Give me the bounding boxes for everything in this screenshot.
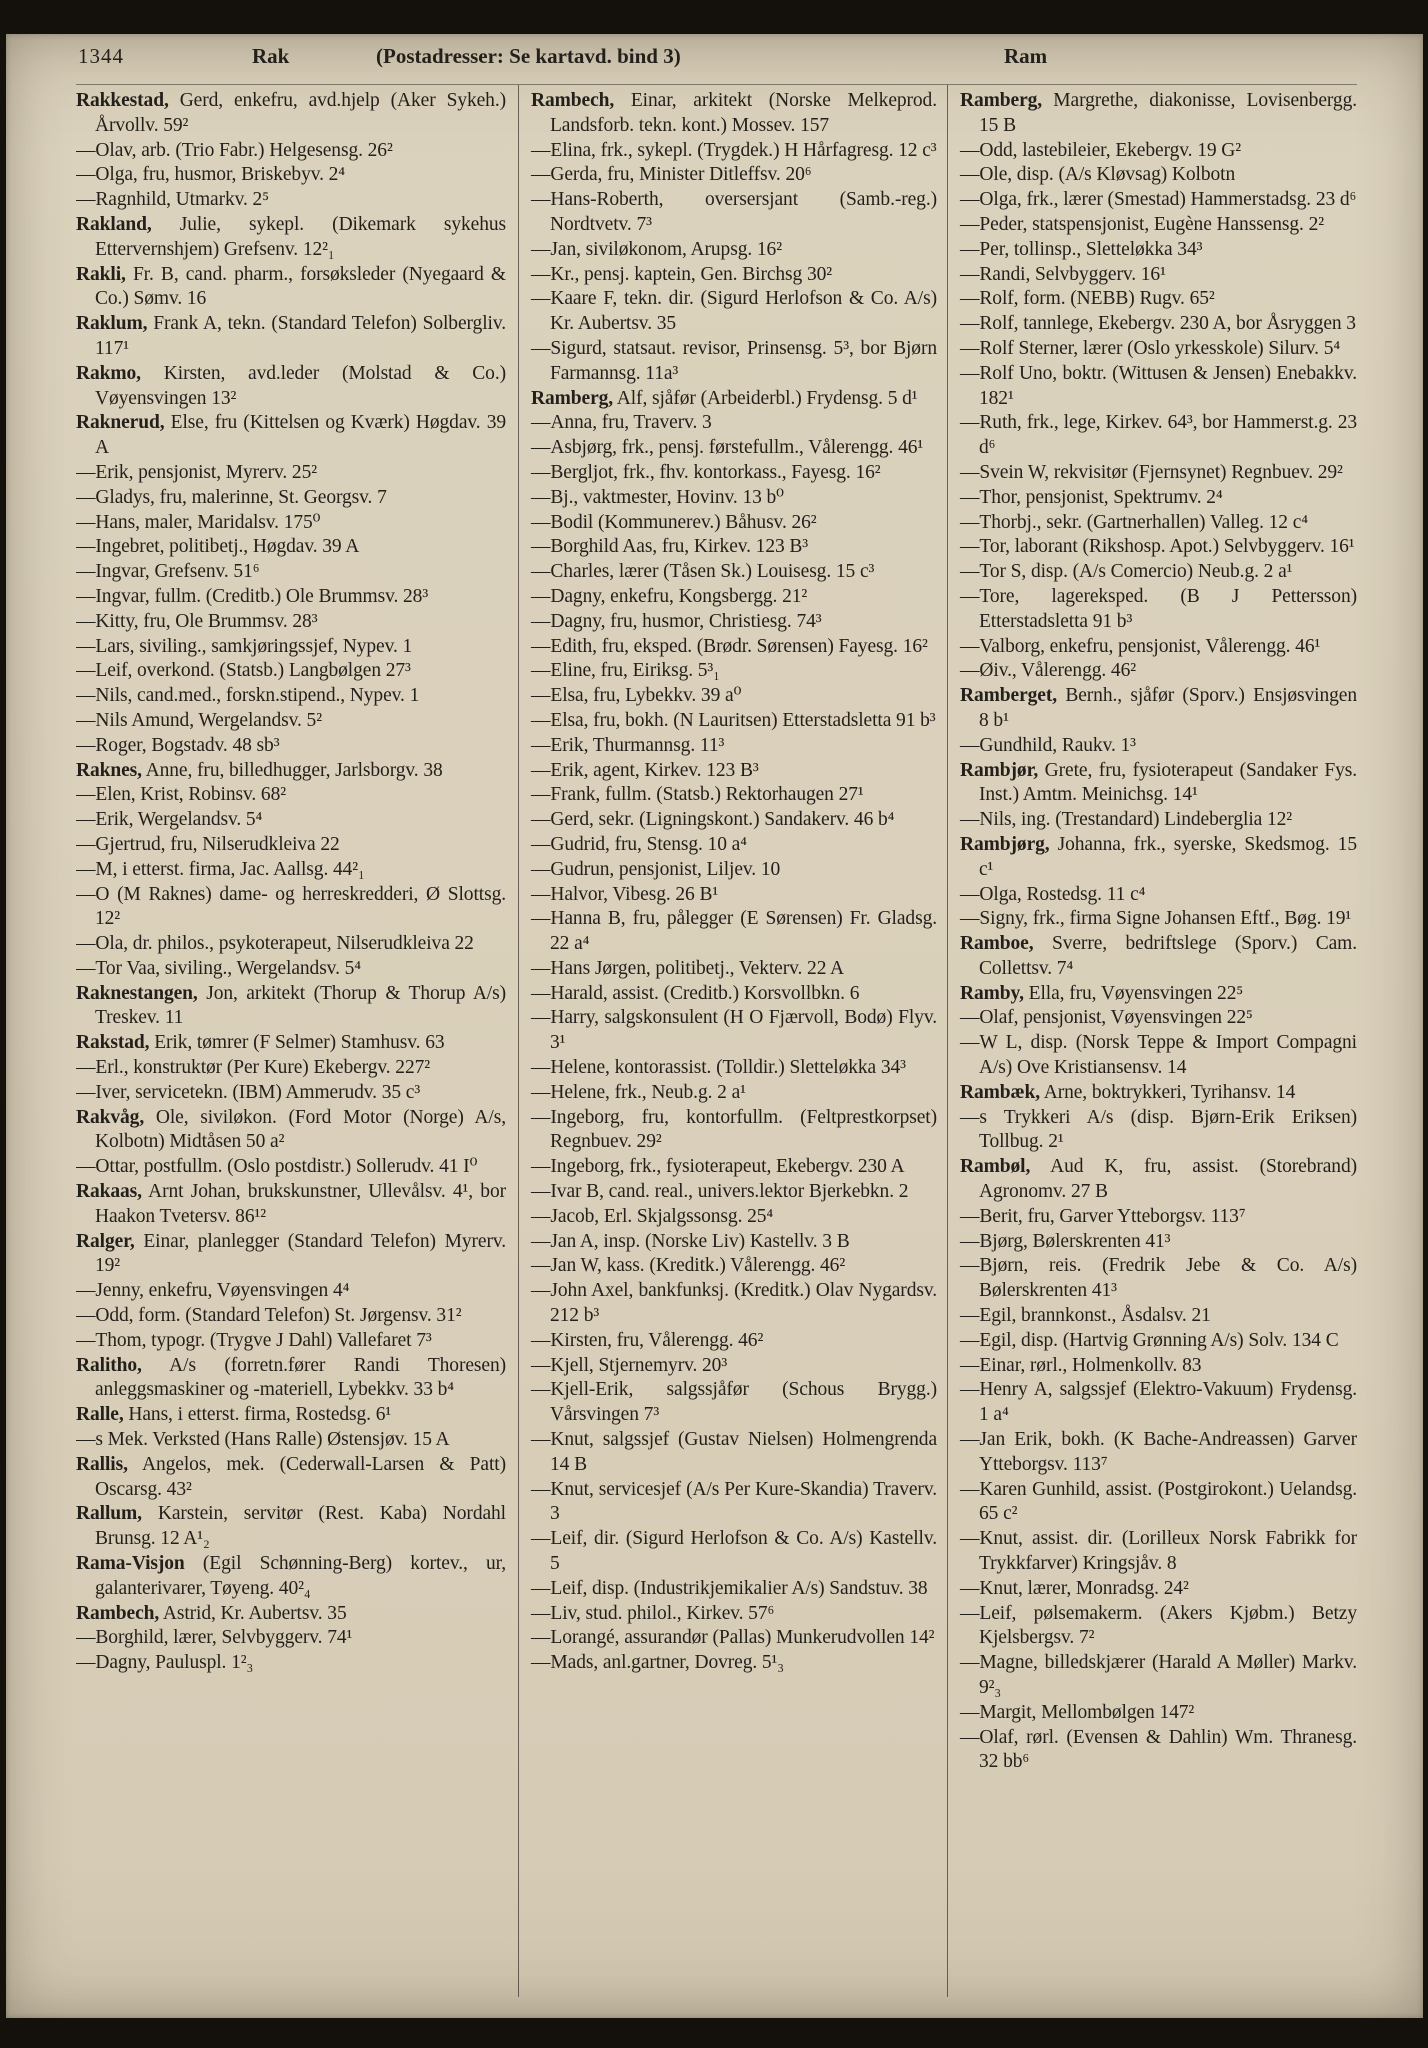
- directory-entry: Rakmo, Kirsten, avd.leder (Molstad & Co.) Vøyensvingen 13²: [76, 362, 506, 409]
- directory-entry: —Rolf, tannlege, Ekebergv. 230 A, bor Åsryggen 3: [960, 313, 1356, 335]
- directory-entry: —O (M Raknes) dame- og herreskredderi, Ø Slottsg. 12²: [76, 883, 506, 930]
- directory-entry: Rambæk, Arne, boktrykkeri, Tyrihansv. 14: [960, 1081, 1296, 1103]
- directory-entry: —Øiv., Vålerengg. 46²: [960, 660, 1136, 682]
- directory-entry: —Olaf, rørl. (Evensen & Dahlin) Wm. Thranesg. 32 bb⁶: [960, 1726, 1357, 1773]
- directory-entry: —Asbjørg, frk., pensj. førstefullm., Vålerengg. 46¹: [531, 437, 924, 459]
- directory-entry: —Olav, arb. (Trio Fabr.) Helgesensg. 26²: [76, 139, 393, 161]
- directory-entry: —Lorangé, assurandør (Pallas) Munkerudvollen 14²: [531, 1627, 935, 1649]
- directory-entry: —Peder, statspensjonist, Eugène Hanssensg. 2²: [960, 213, 1324, 235]
- directory-entry: —Einar, rørl., Holmenkollv. 83: [960, 1354, 1202, 1376]
- directory-entry: Rambjør, Grete, fru, fysioterapeut (Sandaker Fys. Inst.) Amtm. Meinichsg. 14¹: [960, 759, 1357, 806]
- directory-entry: —Sigurd, statsaut. revisor, Prinsensg. 5³, bor Bjørn Farmannsg. 11a³: [531, 337, 937, 384]
- directory-entry: Rallis, Angelos, mek. (Cederwall-Larsen & Patt) Oscarsg. 43²: [76, 1453, 506, 1500]
- directory-entry: —Hans, maler, Maridalsv. 175⁰: [76, 511, 321, 533]
- directory-entry: —s Trykkeri A/s (disp. Bjørn-Erik Eriksen) Tollbug. 2¹: [960, 1106, 1357, 1153]
- directory-entry: —Berit, fru, Garver Ytteborgsv. 113⁷: [960, 1205, 1246, 1227]
- directory-column-1: [76, 85, 518, 1997]
- directory-entry: Rallum, Karstein, servitør (Rest. Kaba) Nordahl Brunsg. 12 A¹₂: [76, 1503, 506, 1550]
- directory-entry: —Roger, Bogstadv. 48 sb³: [76, 734, 280, 756]
- directory-entry: Raknestangen, Jon, arkitekt (Thorup & Thorup A/s) Treskev. 11: [76, 982, 506, 1029]
- directory-entry: —Liv, stud. philol., Kirkev. 57⁶: [531, 1602, 775, 1624]
- directory-entry: —Knut, lærer, Monradsg. 24²: [960, 1577, 1189, 1599]
- directory-entry: —Edith, fru, eksped. (Brødr. Sørensen) Fayesg. 16²: [531, 635, 928, 657]
- directory-entry: —Erik, Wergelandsv. 5⁴: [76, 809, 263, 831]
- directory-entry: —Mads, anl.gartner, Dovreg. 5¹₃: [531, 1652, 784, 1674]
- directory-entry: —Hanna B, fru, pålegger (E Sørensen) Fr. Gladsg. 22 a⁴: [531, 908, 937, 955]
- directory-entry: Ramboe, Sverre, bedriftslege (Sporv.) Cam. Collettsv. 7⁴: [960, 933, 1357, 979]
- directory-entry: —Signy, frk., firma Signe Johansen Eftf., Bøg. 19¹: [960, 908, 1352, 930]
- directory-entry: —Ottar, postfullm. (Oslo postdistr.) Sollerudv. 41 I⁰: [76, 1156, 478, 1178]
- directory-entry: Rambjørg, Johanna, frk., syerske, Skedsmog. 15 c¹: [960, 833, 1357, 880]
- directory-entry: —Jan W, kass. (Kreditk.) Vålerengg. 46²: [531, 1255, 846, 1277]
- directory-entry: —Dagny, fru, husmor, Christiesg. 74³: [531, 610, 822, 632]
- directory-entry: —Borghild, lærer, Selvbyggerv. 74¹: [76, 1627, 353, 1649]
- directory-entry: —Nils, ing. (Trestandard) Lindeberglia 12²: [960, 809, 1293, 831]
- directory-entry: —Charles, lærer (Tåsen Sk.) Louisesg. 15 c³: [531, 561, 875, 583]
- directory-entry: Rakkestad, Gerd, enkefru, avd.hjelp (Aker Sykeh.) Årvollv. 59²: [76, 90, 506, 136]
- directory-entry: —Frank, fullm. (Statsb.) Rektorhaugen 27¹: [531, 784, 864, 806]
- directory-entry: —Iver, servicetekn. (IBM) Ammerudv. 35 c³: [76, 1081, 421, 1103]
- directory-entry: Rambech, Einar, arkitekt (Norske Melkeprod. Landsforb. tekn. kont.) Mossev. 157: [531, 90, 937, 136]
- directory-entry: Rakli, Fr. B, cand. pharm., forsøksleder (Nyegaard & Co.) Sømv. 16: [76, 263, 506, 310]
- directory-entry: —Dagny, Pauluspl. 1²₃: [76, 1652, 254, 1674]
- directory-entry: —Ingeborg, frk., fysioterapeut, Ekebergv. 230 A: [531, 1156, 905, 1178]
- directory-entry: Rakaas, Arnt Johan, brukskunstner, Ullevålsv. 4¹, bor Haakon Tvetersv. 86¹²: [76, 1181, 506, 1227]
- directory-entry: —John Axel, bankfunksj. (Kreditk.) Olav Nygardsv. 212 b³: [531, 1280, 937, 1327]
- directory-entry: —Tor S, disp. (A/s Comercio) Neub.g. 2 a¹: [960, 561, 1293, 583]
- page-number: 1344: [78, 44, 124, 68]
- header-range-start: Rak: [252, 44, 290, 68]
- directory-entry: —Ola, dr. philos., psykoterapeut, Nilserudkleiva 22: [76, 933, 474, 955]
- directory-entry: —Jan Erik, bokh. (K Bache-Andreassen) Garver Ytteborgsv. 113⁷: [960, 1429, 1357, 1475]
- directory-entry: —Erl., konstruktør (Per Kure) Ekebergv. 227²: [76, 1057, 430, 1079]
- directory-entry: —Leif, overkond. (Statsb.) Langbølgen 27³: [76, 660, 411, 682]
- directory-entry: —Kirsten, fru, Vålerengg. 46²: [531, 1329, 764, 1351]
- directory-entry: —Ingebret, politibetj., Høgdav. 39 A: [76, 536, 360, 558]
- directory-entry: —Rolf, form. (NEBB) Rugv. 65²: [960, 288, 1215, 310]
- directory-entry: —Odd, lastebileier, Ekebergv. 19 G²: [960, 139, 1241, 161]
- directory-entry: Rambech, Astrid, Kr. Aubertsv. 35: [76, 1602, 347, 1624]
- directory-entry: Raklum, Frank A, tekn. (Standard Telefon) Solbergliv. 117¹: [76, 313, 506, 359]
- directory-entry: Ramberget, Bernh., sjåfør (Sporv.) Ensjøsvingen 8 b¹: [960, 685, 1357, 731]
- directory-entry: Ralitho, A/s (forretn.fører Randi Thoresen) anleggsmaskiner og -materiell, Lybekkv. 33 b⁴: [76, 1354, 506, 1401]
- directory-column-3: [947, 85, 1357, 1997]
- directory-entry: —Ragnhild, Utmarkv. 2⁵: [76, 189, 269, 211]
- directory-entry: —Thom, typogr. (Trygve J Dahl) Vallefaret 7³: [76, 1329, 432, 1351]
- directory-entry: Raknerud, Else, fru (Kittelsen og Kværk) Høgdav. 39 A: [76, 412, 506, 459]
- directory-column-2: [518, 85, 947, 1997]
- directory-entry: —Gerda, fru, Minister Ditleffsv. 20⁶: [531, 164, 812, 186]
- directory-entry: —Jan, siviløkonom, Arupsg. 16²: [531, 238, 782, 260]
- directory-entry: —Erik, agent, Kirkev. 123 B³: [531, 759, 759, 781]
- directory-entry: Rambøl, Aud K, fru, assist. (Storebrand) Agronomv. 27 B: [960, 1156, 1357, 1203]
- directory-entry: —Hans-Roberth, oversersjant (Samb.-reg.) Nordtvetv. 7³: [531, 189, 937, 235]
- directory-entry: Rakland, Julie, sykepl. (Dikemark sykehus Ettervernshjem) Grefsenv. 12²₁: [76, 213, 506, 260]
- directory-entry: —Rolf Sterner, lærer (Oslo yrkesskole) Silurv. 5⁴: [960, 337, 1341, 359]
- header-range-end: Ram: [1004, 44, 1048, 68]
- directory-entry: —s Mek. Verksted (Hans Ralle) Østensjøv. 15 A: [76, 1429, 450, 1451]
- directory-entry: Ralger, Einar, planlegger (Standard Telefon) Myrerv. 19²: [76, 1230, 506, 1277]
- directory-entry: —Karen Gunhild, assist. (Postgirokont.) Uelandsg. 65 c²: [960, 1478, 1357, 1525]
- directory-entry: —Ingvar, fullm. (Creditb.) Ole Brummsv. 28³: [76, 585, 429, 607]
- directory-entry: —Margit, Mellombølgen 147²: [960, 1701, 1195, 1723]
- directory-entry: Ramby, Ella, fru, Vøyensvingen 22⁵: [960, 982, 1244, 1004]
- directory-entry: —Rolf Uno, boktr. (Wittusen & Jensen) Enebakkv. 182¹: [960, 362, 1357, 409]
- directory-entry: —Harry, salgskonsulent (H O Fjærvoll, Bodø) Flyv. 3¹: [531, 1007, 937, 1054]
- directory-entry: —Gjertrud, fru, Nilserudkleiva 22: [76, 833, 340, 855]
- directory-columns: [76, 84, 1357, 1997]
- directory-entry: Raknes, Anne, fru, billedhugger, Jarlsborgv. 38: [76, 759, 443, 781]
- header-title: (Postadresser: Se kartavd. bind 3): [376, 44, 681, 68]
- directory-entry: —Kjell-Erik, salgssjåfør (Schous Brygg.) Vårsvingen 7³: [531, 1379, 937, 1426]
- page-header: [6, 34, 1423, 82]
- directory-entry: —Odd, form. (Standard Telefon) St. Jørgensv. 31²: [76, 1305, 462, 1327]
- directory-entry: —Elen, Krist, Robinsv. 68²: [76, 784, 286, 806]
- directory-entry: —Knut, servicesjef (A/s Per Kure-Skandia) Traverv. 3: [531, 1478, 937, 1525]
- directory-entry: —Kitty, fru, Ole Brummsv. 28³: [76, 610, 318, 632]
- directory-entry: —Dagny, enkefru, Kongsbergg. 21²: [531, 585, 808, 607]
- directory-entry: —Kr., pensj. kaptein, Gen. Birchsg 30²: [531, 263, 833, 285]
- directory-entry: Ramberg, Margrethe, diakonisse, Lovisenbergg. 15 B: [960, 90, 1357, 136]
- directory-entry: —Per, tollinsp., Sletteløkka 34³: [960, 238, 1203, 260]
- directory-entry: —Thorbj., sekr. (Gartnerhallen) Valleg. 12 c⁴: [960, 511, 1308, 533]
- directory-entry: —Nils, cand.med., forskn.stipend., Nypev. 1: [76, 685, 420, 707]
- directory-entry: —Bj., vaktmester, Hovinv. 13 b⁰: [531, 486, 784, 508]
- directory-entry: —Olga, frk., lærer (Smestad) Hammerstadsg. 23 d⁶: [960, 189, 1357, 211]
- directory-page: [6, 34, 1423, 2018]
- directory-entry: —Knut, salgssjef (Gustav Nielsen) Holmengrenda 14 B: [531, 1429, 937, 1475]
- directory-entry: —Olaf, pensjonist, Vøyensvingen 22⁵: [960, 1007, 1253, 1029]
- directory-entry: Rakstad, Erik, tømrer (F Selmer) Stamhusv. 63: [76, 1032, 445, 1054]
- directory-entry: —Magne, billedskjærer (Harald A Møller) Markv. 9²₃: [960, 1652, 1357, 1698]
- directory-entry: —Lars, siviling., samkjøringssjef, Nypev. 1: [76, 635, 413, 657]
- directory-entry: —Bjørg, Bølerskrenten 41³: [960, 1230, 1171, 1252]
- directory-entry: —Bergljot, frk., fhv. kontorkass., Fayesg. 16²: [531, 461, 881, 483]
- directory-entry: —Gudrid, fru, Stensg. 10 a⁴: [531, 833, 747, 855]
- directory-entry: —Svein W, rekvisitør (Fjernsynet) Regnbuev. 29²: [960, 461, 1343, 483]
- directory-entry: —Harald, assist. (Creditb.) Korsvollbkn. 6: [531, 982, 860, 1004]
- directory-entry: —Randi, Selvbyggerv. 16¹: [960, 263, 1166, 285]
- directory-entry: —Kjell, Stjernemyrv. 20³: [531, 1354, 728, 1376]
- directory-entry: —Jacob, Erl. Skjalgssonsg. 25⁴: [531, 1205, 774, 1227]
- directory-entry: —Nils Amund, Wergelandsv. 5²: [76, 709, 322, 731]
- directory-entry: —Tore, lagereksped. (B J Pettersson) Etterstadsletta 91 b³: [960, 585, 1357, 632]
- directory-entry: —Erik, Thurmannsg. 11³: [531, 734, 725, 756]
- directory-entry: —Valborg, enkefru, pensjonist, Vålerengg. 46¹: [960, 635, 1321, 657]
- directory-entry: —Tor, laborant (Rikshosp. Apot.) Selvbyggerv. 16¹: [960, 536, 1355, 558]
- directory-entry: Rama-Visjon (Egil Schønning-Berg) kortev., ur, galanterivarer, Tøyeng. 40²₄: [76, 1553, 506, 1599]
- directory-entry: —Henry A, salgssjef (Elektro-Vakuum) Frydensg. 1 a⁴: [960, 1379, 1357, 1426]
- directory-entry: —Ingeborg, fru, kontorfullm. (Feltprestkorpset) Regnbuev. 29²: [531, 1106, 937, 1153]
- directory-entry: —Anna, fru, Traverv. 3: [531, 412, 712, 434]
- directory-entry: —Gundhild, Raukv. 1³: [960, 734, 1136, 756]
- directory-entry: —Hans Jørgen, politibetj., Vekterv. 22 A: [531, 957, 845, 979]
- directory-entry: —Elina, frk., sykepl. (Trygdek.) H Hårfagresg. 12 c³: [531, 139, 937, 161]
- directory-entry: Ralle, Hans, i etterst. firma, Rostedsg. 6¹: [76, 1404, 392, 1426]
- directory-entry: —Helene, kontorassist. (Tolldir.) Sletteløkka 34³: [531, 1057, 906, 1079]
- directory-entry: —Olga, Rostedsg. 11 c⁴: [960, 883, 1146, 905]
- directory-entry: —Ivar B, cand. real., univers.lektor Bjerkebkn. 2: [531, 1181, 909, 1203]
- directory-entry: —W L, disp. (Norsk Teppe & Import Compagni A/s) Ove Kristiansensv. 14: [960, 1032, 1357, 1079]
- directory-entry: —Bodil (Kommunerev.) Båhusv. 26²: [531, 511, 817, 533]
- directory-entry: —Egil, brannkonst., Åsdalsv. 21: [960, 1305, 1211, 1327]
- directory-entry: —Knut, assist. dir. (Lorilleux Norsk Fabrikk for Trykkfarver) Kringsjåv. 8: [960, 1528, 1357, 1575]
- directory-entry: —Ruth, frk., lege, Kirkev. 64³, bor Hammerst.g. 23 d⁶: [960, 412, 1357, 459]
- directory-entry: —Eline, fru, Eiriksg. 5³₁: [531, 660, 720, 682]
- directory-entry: —M, i etterst. firma, Jac. Aallsg. 44²₁: [76, 858, 365, 880]
- directory-entry: —Ole, disp. (A/s Kløvsag) Kolbotn: [960, 164, 1236, 186]
- directory-entry: —Tor Vaa, siviling., Wergelandsv. 5⁴: [76, 957, 361, 979]
- directory-entry: —Leif, pølsemakerm. (Akers Kjøbm.) Betzy Kjelsbergsv. 7²: [960, 1602, 1357, 1649]
- directory-entry: —Gladys, fru, malerinne, St. Georgsv. 7: [76, 486, 387, 508]
- directory-entry: Rakvåg, Ole, siviløkon. (Ford Motor (Norge) A/s, Kolbotn) Midtåsen 50 a²: [76, 1106, 506, 1153]
- directory-entry: —Gerd, sekr. (Ligningskont.) Sandakerv. 46 b⁴: [531, 809, 895, 831]
- directory-entry: —Elsa, fru, Lybekkv. 39 a⁰: [531, 685, 742, 707]
- directory-entry: Ramberg, Alf, sjåfør (Arbeiderbl.) Frydensg. 5 d¹: [531, 387, 918, 409]
- directory-entry: —Leif, dir. (Sigurd Herlofson & Co. A/s) Kastellv. 5: [531, 1528, 937, 1575]
- directory-entry: —Thor, pensjonist, Spektrumv. 2⁴: [960, 486, 1223, 508]
- directory-entry: —Halvor, Vibesg. 26 B¹: [531, 883, 719, 905]
- directory-entry: —Egil, disp. (Hartvig Grønning A/s) Solv. 134 C: [960, 1329, 1339, 1351]
- directory-entry: —Olga, fru, husmor, Briskebyv. 2⁴: [76, 164, 346, 186]
- directory-entry: —Gudrun, pensjonist, Liljev. 10: [531, 858, 781, 880]
- directory-entry: —Borghild Aas, fru, Kirkev. 123 B³: [531, 536, 809, 558]
- directory-entry: —Helene, frk., Neub.g. 2 a¹: [531, 1081, 746, 1103]
- directory-entry: —Erik, pensjonist, Myrerv. 25²: [76, 461, 317, 483]
- directory-entry: —Leif, disp. (Industrikjemikalier A/s) Sandstuv. 38: [531, 1577, 928, 1599]
- directory-entry: —Jan A, insp. (Norske Liv) Kastellv. 3 B: [531, 1230, 850, 1252]
- directory-entry: —Bjørn, reis. (Fredrik Jebe & Co. A/s) Bølerskrenten 41³: [960, 1255, 1357, 1302]
- directory-entry: —Kaare F, tekn. dir. (Sigurd Herlofson & Co. A/s) Kr. Aubertsv. 35: [531, 288, 937, 335]
- directory-entry: —Jenny, enkefru, Vøyensvingen 4⁴: [76, 1280, 350, 1302]
- directory-entry: —Elsa, fru, bokh. (N Lauritsen) Etterstadsletta 91 b³: [531, 709, 936, 731]
- directory-entry: —Ingvar, Grefsenv. 51⁶: [76, 561, 260, 583]
